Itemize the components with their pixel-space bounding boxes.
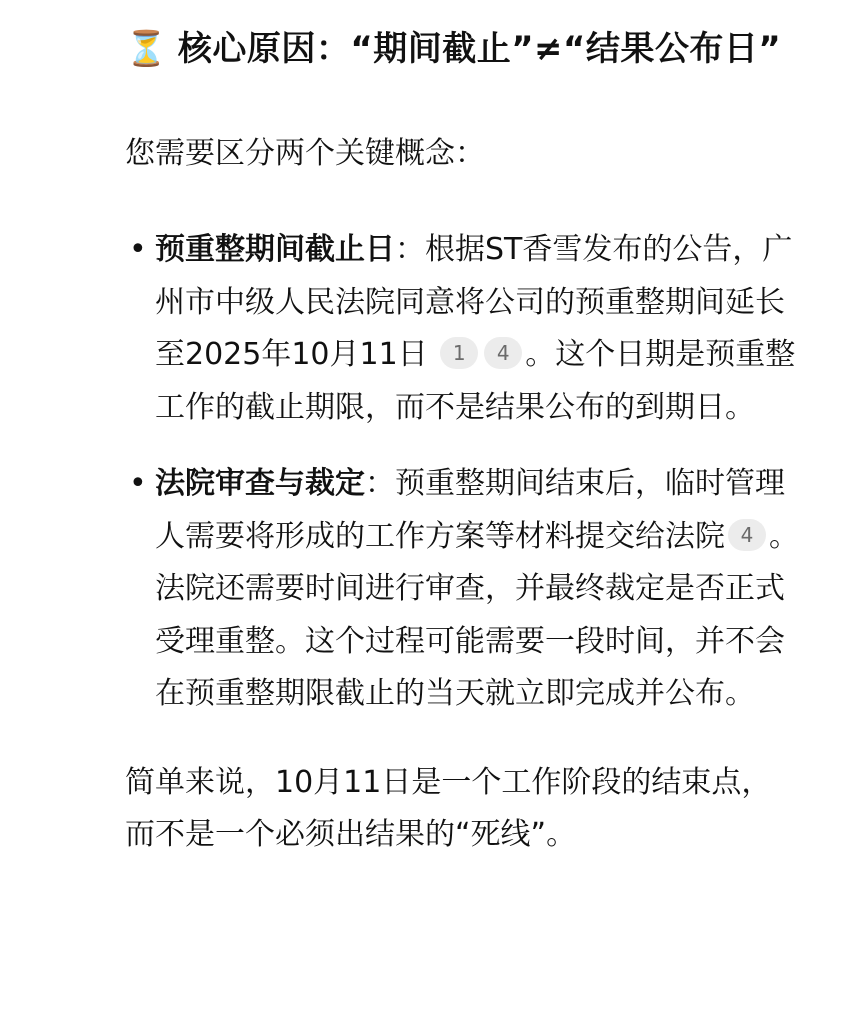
concept-list — [125, 224, 800, 721]
bullet-text: 预重整期间结束后，临时管理人需要将形成的工作方案等材料提交给法院 — [155, 466, 785, 554]
list-item — [125, 458, 800, 721]
citation-badge[interactable]: 1 — [440, 337, 478, 369]
hourglass-icon: ⏳ — [125, 29, 168, 69]
heading-text: 核心原因：“期间截止”≠“结果公布日” — [177, 29, 782, 69]
bullet-term: 预重整期间截止日 — [155, 232, 395, 267]
intro-text: 您需要区分两个关键概念： — [125, 136, 485, 171]
summary-text: 简单来说，10月11日是一个工作阶段的结束点，而不是一个必须出结果的“死线”。 — [125, 764, 772, 852]
citation-badge[interactable]: 4 — [728, 519, 766, 551]
bullet-text: 。法院还需要时间进行审查，并最终裁定是否正式受理重整。这个过程可能需要一段时间，并不会在预重整期限截止的当天就立即完成并公布。 — [155, 518, 799, 711]
citation-badge[interactable]: 4 — [484, 337, 522, 369]
bullet-dot: • — [129, 466, 147, 501]
bullet-text: 根据ST香雪发布的公告，广州市中级人民法院同意将公司的预重整期间延长至 — [155, 232, 793, 372]
list-item — [125, 224, 800, 434]
bullet-dot: • — [129, 232, 147, 267]
term-separator: ： — [395, 232, 425, 267]
bullet-text: 。这个日期是预重整工作的截止期限，而不是结果公布的到期日。 — [155, 337, 796, 425]
section-heading — [125, 22, 800, 76]
bullet-term: 法院审查与裁定 — [155, 466, 365, 501]
message-content — [125, 22, 800, 862]
term-separator: ： — [365, 466, 395, 501]
bullet-date: 2025年10月11日 — [185, 337, 428, 372]
